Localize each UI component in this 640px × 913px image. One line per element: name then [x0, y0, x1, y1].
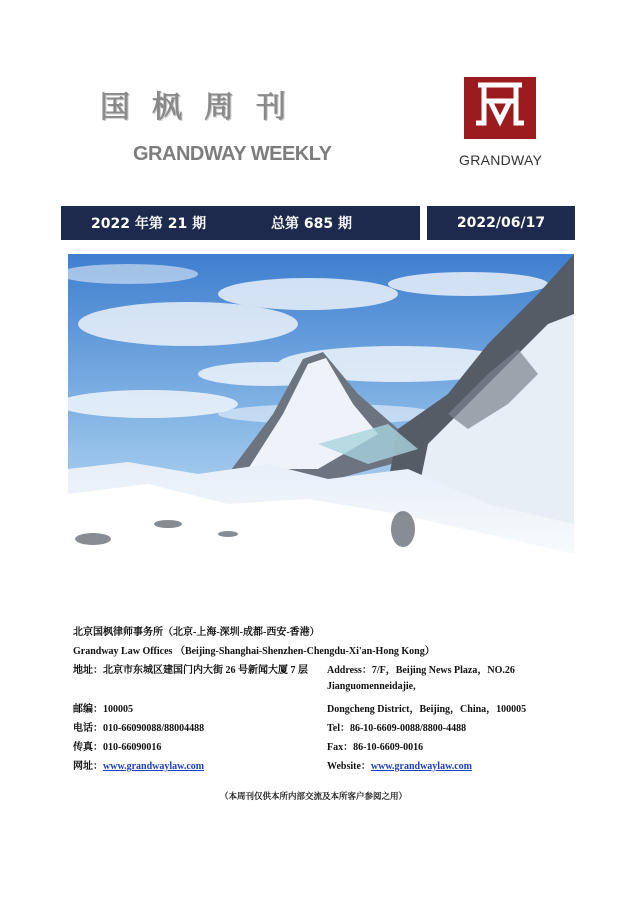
issue-number: 2022 年第 21 期 — [91, 216, 207, 232]
address-en-line2: Jianguomenneidajie, — [327, 681, 416, 692]
fax-cn: 传真：010-66090016 — [73, 742, 162, 753]
total-issue-number: 总第 685 期 — [271, 216, 352, 232]
cn-title: 国枫周刊 — [100, 90, 308, 125]
address-en-line1: Address：7/F，Beijing News Plaza，NO.26 — [327, 665, 515, 676]
issue-date-bar — [427, 206, 575, 240]
en-title: GRANDWAY WEEKLY — [133, 143, 332, 165]
grandway-logo-icon — [464, 77, 536, 139]
issue-date: 2022/06/17 — [456, 215, 546, 231]
website-label-cn: 网址： — [73, 761, 103, 772]
website-row-cn — [73, 757, 204, 772]
tel-en: Tel：86-10-6609-0088/8800-4488 — [327, 723, 467, 734]
address-en-line3: Dongcheng District，Beijing，China，100005 — [327, 704, 527, 715]
postcode-cn: 邮编：100005 — [73, 704, 133, 715]
issue-bar — [61, 206, 420, 240]
cover-image — [68, 254, 574, 590]
website-label-en: Website： — [327, 761, 371, 772]
fax-en: Fax：86-10-6609-0016 — [327, 742, 424, 753]
firm-name-cn: 北京国枫律师事务所（北京-上海-深圳-成都-西安-香港） — [73, 627, 320, 638]
snowy-mountain-photo-icon — [68, 254, 574, 590]
firm-name-en: Grandway Law Offices （Beijing-Shanghai-Shenzhen-Chengdu-Xi'an-Hong Kong） — [73, 646, 435, 657]
website-link-cn[interactable]: www.grandwaylaw.com — [103, 761, 205, 772]
website-row-en — [327, 757, 472, 772]
website-link-en[interactable]: www.grandwaylaw.com — [370, 761, 473, 772]
footnote: （本周刊仅供本所内部交流及本所客户参阅之用） — [220, 791, 408, 801]
tel-cn: 电话：010-66090088/88004488 — [73, 723, 205, 734]
address-cn: 地址：北京市东城区建国门内大街 26 号新闻大厦 7 层 — [73, 665, 308, 676]
logo-text: GRANDWAY — [459, 152, 543, 168]
